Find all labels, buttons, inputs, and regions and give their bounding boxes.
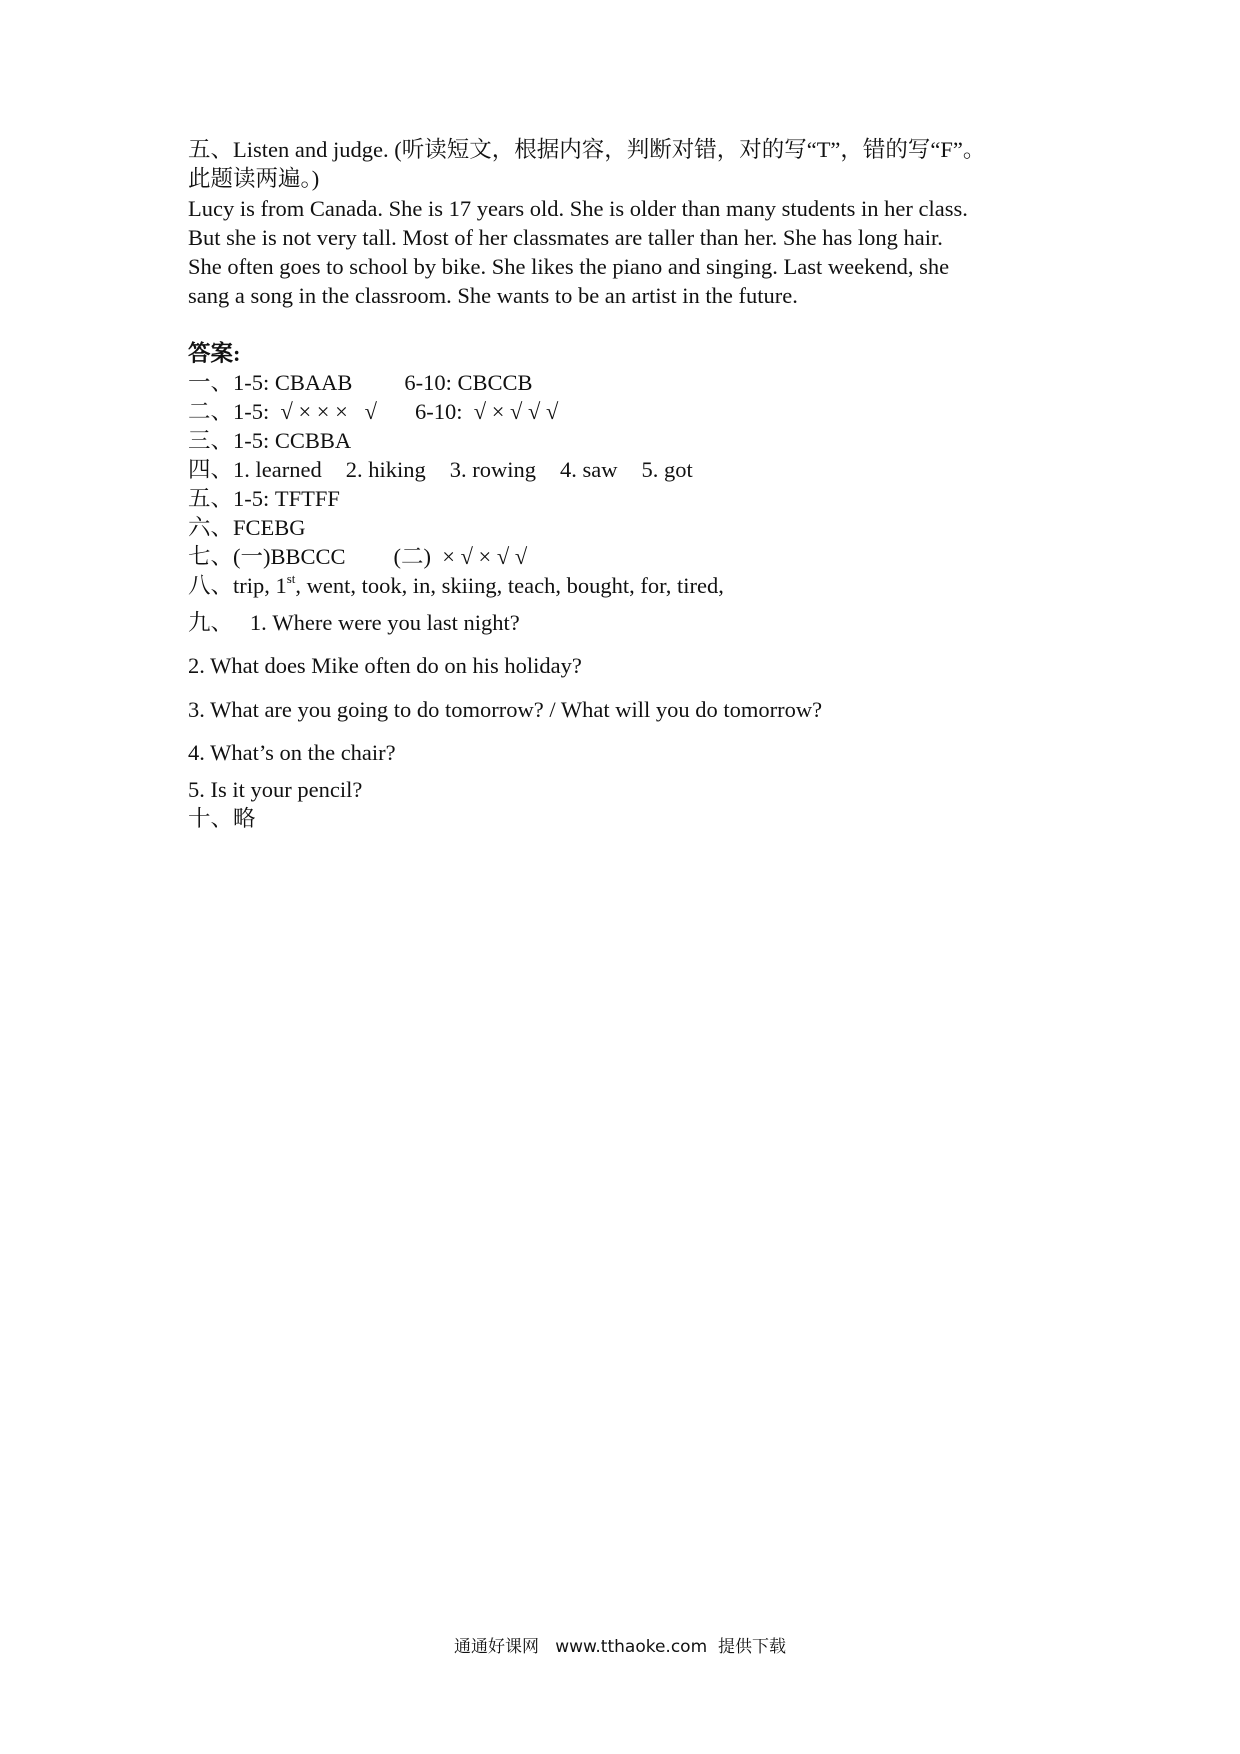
answer-6: 六、FCEBG [188, 515, 306, 540]
answer-10: 十、略 [188, 806, 256, 831]
answer-4-item: 1. learned [233, 457, 322, 482]
answer-2 [188, 398, 558, 426]
answer-7-part-a: 七、(一)BBCCC [188, 544, 346, 569]
answer-8-superscript: st [286, 570, 296, 586]
answer-4-prefix: 四、 [188, 457, 234, 482]
section-heading-continued: 此题读两遍。) [188, 166, 320, 191]
answer-4-item: 5. got [641, 457, 693, 482]
passage-line: sang a song in the classroom. She wants to be an artist in the future. [188, 283, 798, 308]
answer-9-item: 5. Is it your pencil? [188, 777, 363, 802]
answer-8-rest: , went, took, in, skiing, teach, bought, for, tired, [295, 573, 724, 598]
answer-5: 五、1-5: TFTFF [188, 486, 340, 511]
answer-7 [188, 543, 527, 571]
answer-1 [188, 369, 533, 397]
answer-8-start: 八、trip, 1 [188, 573, 287, 598]
answer-4-item: 3. rowing [449, 457, 536, 482]
answers-title: 答案: [188, 341, 241, 366]
answer-4 [188, 456, 693, 484]
answer-1-part-a: 一、1-5: CBAAB [188, 370, 353, 395]
answer-2-part-a: 二、1-5: √ × × × √ [188, 399, 378, 424]
answer-8 [188, 572, 724, 600]
answer-9-item: 4. What’s on the chair? [188, 740, 396, 765]
answer-9-first: 九、 1. Where were you last night? [188, 610, 520, 635]
passage-line: She often goes to school by bike. She likes the piano and singing. Last weekend, she [188, 254, 950, 279]
answer-1-part-b: 6-10: CBCCB [404, 370, 533, 395]
answer-2-part-b: 6-10: √ × √ √ √ [415, 399, 559, 424]
answer-3: 三、1-5: CCBBA [188, 428, 352, 453]
passage-line: Lucy is from Canada. She is 17 years old. She is older than many students in her class. [188, 196, 968, 221]
answer-4-item: 2. hiking [345, 457, 426, 482]
answer-9-item: 3. What are you going to do tomorrow? / What will you do tomorrow? [188, 697, 823, 722]
passage-line: But she is not very tall. Most of her classmates are taller than her. She has long hair. [188, 225, 943, 250]
page-footer: 通通好课网 www.tthaoke.com 提供下载 [454, 1637, 786, 1657]
answer-7-part-b: (二) × √ × √ √ [393, 544, 528, 569]
section-heading: 五、Listen and judge. (听读短文，根据内容，判断对错，对的写“T”，错的写“F”。 [188, 137, 986, 162]
answer-9-item: 2. What does Mike often do on his holiday? [188, 653, 582, 678]
answer-4-item: 4. saw [560, 457, 618, 482]
